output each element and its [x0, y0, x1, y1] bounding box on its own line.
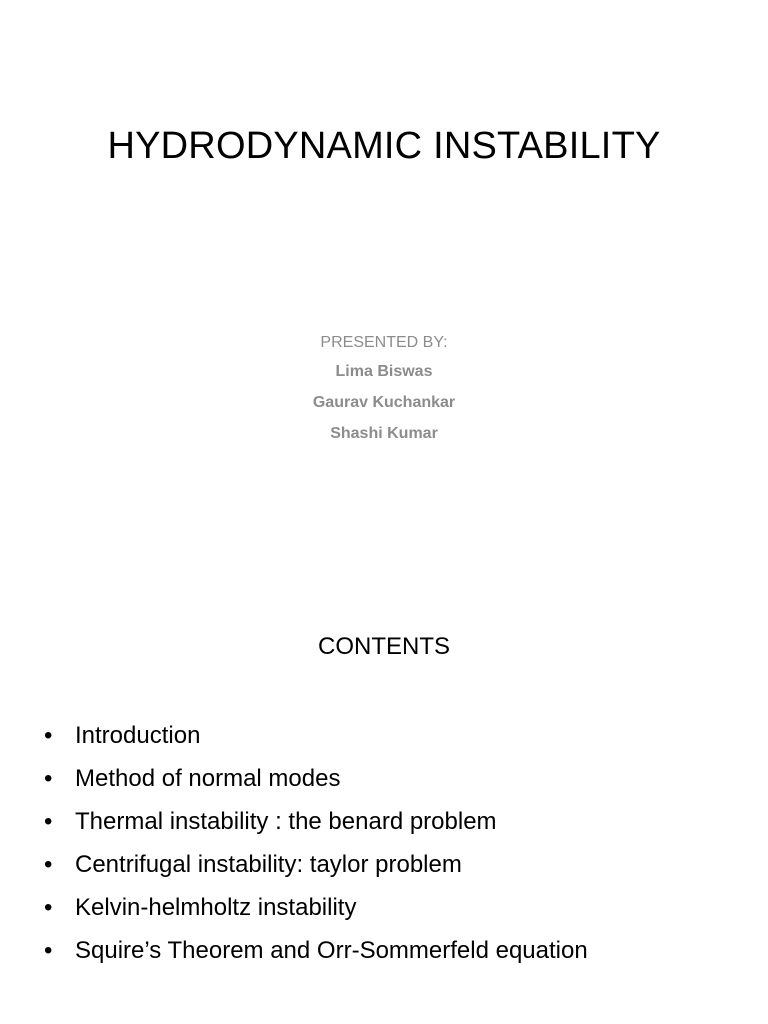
- bullet-icon: •: [44, 851, 53, 878]
- list-item: [44, 929, 588, 972]
- bullet-icon: •: [44, 722, 53, 749]
- list-item-text: Centrifugal instability: taylor problem: [75, 851, 462, 878]
- bullet-icon: •: [44, 937, 53, 964]
- presenter-name: Shashi Kumar: [330, 425, 438, 442]
- contents-title: CONTENTS: [318, 633, 450, 660]
- list-item-text: Thermal instability : the benard problem: [75, 808, 497, 835]
- list-item: [44, 843, 588, 886]
- presenter-name: Gaurav Kuchankar: [312, 394, 456, 411]
- presentation-title: HYDRODYNAMIC INSTABILITY: [107, 125, 661, 167]
- contents-list: [44, 714, 588, 972]
- list-item: [44, 886, 588, 929]
- list-item-text: Method of normal modes: [75, 765, 341, 792]
- presenter-name: Lima Biswas: [335, 363, 433, 380]
- bullet-icon: •: [44, 765, 53, 792]
- bullet-icon: •: [44, 808, 53, 835]
- list-item-text: Introduction: [75, 722, 201, 749]
- list-item: [44, 800, 588, 843]
- list-item: [44, 714, 588, 757]
- presenters-block: [0, 330, 768, 449]
- list-item-text: Squire’s Theorem and Orr-Sommerfeld equation: [75, 937, 588, 964]
- list-item: [44, 757, 588, 800]
- bullet-icon: •: [44, 894, 53, 921]
- presented-by-label: PRESENTED BY:: [320, 334, 448, 351]
- list-item-text: Kelvin-helmholtz instability: [75, 894, 357, 921]
- contents-slide: [0, 512, 768, 1024]
